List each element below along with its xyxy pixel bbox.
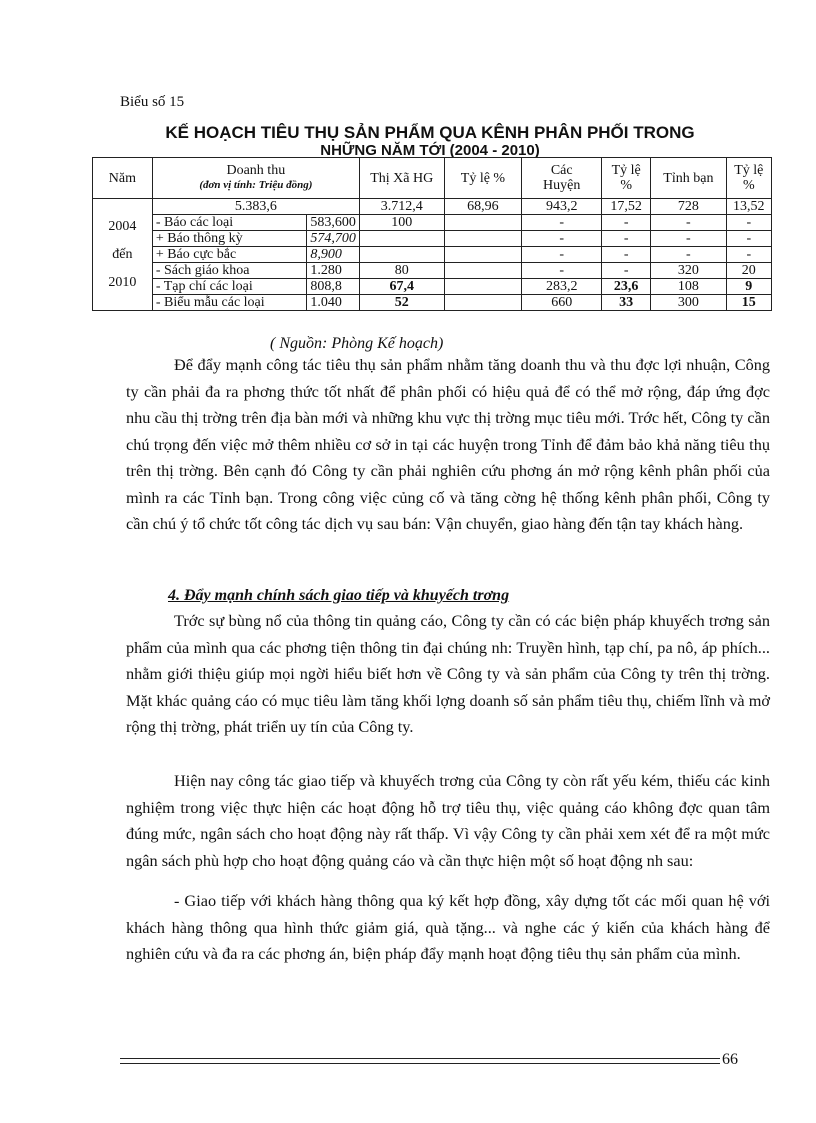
cell-total-revenue: 5.383,6 — [152, 199, 359, 215]
cell-district: - — [522, 231, 602, 247]
cell-item: - Biểu mẫu các loại — [152, 295, 307, 311]
table-label: Biểu số 15 — [120, 94, 185, 110]
cell-revenue: 8,900 — [307, 247, 360, 263]
cell-province: 320 — [651, 263, 726, 279]
cell-province-pct: - — [726, 215, 771, 231]
cell-district: - — [522, 263, 602, 279]
header-town: Thị Xã HG — [359, 158, 444, 199]
cell-town-pct — [444, 215, 522, 231]
cell-district: 660 — [522, 295, 602, 311]
table-row — [93, 279, 772, 295]
paragraph-text: Để đẩy mạnh công tác tiêu thụ sản phẩm nhằm tăng doanh thu và thu đợc lợi nhuận, Công ty cần phải đa ra phơng thức tốt nhất để phân phối có hiệu quả để có thể mở rộng, đáp ứng đợc nhu cầu thị trờng trên địa bàn mới và những khu vực thị trờng mục tiêu mới. Trớc hết, Công ty cần chú trọng đến việc mở thêm nhiều cơ sở in tại các huyện trong Tỉnh để đảm bảo khả năng tiêu thụ trên thị trờng. Bên cạnh đó Công ty cần phải nghiên cứu phơng án mở rộng kênh phân phối của mình ra các Tỉnh bạn. Trong công việc củng cố và tăng cờng hệ thống kênh phân phối, Công ty cần chú ý tổ chức tốt công tác dịch vụ sau bán: Vận chuyển, giao hàng đến tận tay khách hàng. — [126, 355, 770, 533]
cell-district-pct: 23,6 — [602, 279, 651, 295]
header-province-pct-line-2: % — [742, 178, 755, 193]
header-province: Tỉnh bạn — [651, 158, 726, 199]
cell-item: - Báo các loại — [152, 215, 307, 231]
cell-district-pct: - — [602, 247, 651, 263]
cell-item: - Tạp chí các loại — [152, 279, 307, 295]
paragraph-current-state — [126, 768, 770, 874]
cell-district-pct: - — [602, 263, 651, 279]
year-range-cell — [93, 199, 153, 311]
section-heading: 4. Đẩy mạnh chính sách giao tiếp và khuyếch trơng — [168, 587, 510, 604]
sales-plan-table — [92, 157, 772, 311]
table-row — [93, 247, 772, 263]
cell-town-pct — [444, 247, 522, 263]
cell-item: + Báo thông kỳ — [152, 231, 307, 247]
header-district-pct — [602, 158, 651, 199]
year-start: 2004 — [108, 218, 137, 234]
cell-province-pct: 13,52 — [726, 199, 771, 215]
paragraph-promotion — [126, 608, 770, 741]
cell-district: - — [522, 215, 602, 231]
cell-province: 728 — [651, 199, 726, 215]
paragraph-distribution — [126, 352, 770, 538]
cell-district-pct: - — [602, 215, 651, 231]
cell-district-pct: 33 — [602, 295, 651, 311]
cell-town — [359, 247, 444, 263]
cell-province: - — [651, 247, 726, 263]
cell-town-pct — [444, 263, 522, 279]
cell-province: - — [651, 215, 726, 231]
cell-revenue: 808,8 — [307, 279, 360, 295]
cell-district: 943,2 — [522, 199, 602, 215]
cell-town-pct — [444, 295, 522, 311]
header-revenue — [152, 158, 359, 199]
table-row — [93, 295, 772, 311]
header-district-pct-line-1: Tỷ lệ — [611, 163, 641, 178]
paragraph-text: Trớc sự bùng nổ của thông tin quảng cáo, Công ty cần có các biện pháp khuyếch trơng sản phẩm của mình qua các phơng tiện thông tin đại chúng nh: Truyền hình, tạp chí, pa nô, áp phích... nhằm giới thiệu giúp mọi ngời hiểu biết hơn về Công ty và sản phẩm của Công ty trên thị trờng. Mặt khác quảng cáo có mục tiêu làm tăng khối lợng doanh số sản phẩm tiêu thụ, chiếm lĩnh và mở rộng thị trờng, phát triển uy tín của Công ty. — [126, 611, 770, 736]
cell-province-pct: - — [726, 231, 771, 247]
cell-town: 3.712,4 — [359, 199, 444, 215]
header-districts-line-1: Các — [550, 163, 573, 178]
cell-town-pct: 68,96 — [444, 199, 522, 215]
header-province-pct — [726, 158, 771, 199]
cell-province: 108 — [651, 279, 726, 295]
header-districts-line-2: Huyện — [543, 178, 581, 193]
header-town-pct: Tỷ lệ % — [444, 158, 522, 199]
cell-town — [359, 231, 444, 247]
cell-province-pct: 20 — [726, 263, 771, 279]
table-row — [93, 199, 772, 215]
cell-town-pct — [444, 231, 522, 247]
cell-revenue: 574,700 — [307, 231, 360, 247]
cell-district: 283,2 — [522, 279, 602, 295]
cell-province-pct: 15 — [726, 295, 771, 311]
cell-town: 52 — [359, 295, 444, 311]
cell-town: 67,4 — [359, 279, 444, 295]
cell-revenue: 583,600 — [307, 215, 360, 231]
cell-district: - — [522, 247, 602, 263]
cell-province: 300 — [651, 295, 726, 311]
header-revenue-unit: (đơn vị tính: Triệu đồng) — [199, 179, 313, 191]
paragraph-text: Hiện nay công tác giao tiếp và khuyếch trơng của Công ty còn rất yếu kém, thiếu các kinh nghiệm trong việc thực hiện các hoạt động hỗ trợ tiêu thụ, việc quảng cáo không đợc quan tâm đúng mức, ngân sách cho hoạt động này rất thấp. Vì vậy Công ty cần phải xem xét để ra một mức ngân sách phù hợp cho hoạt động quảng cáo và cần thực hiện một số hoạt động nh sau: — [126, 771, 770, 870]
header-year: Năm — [93, 158, 153, 199]
table-row — [93, 215, 772, 231]
cell-item: + Báo cực bắc — [152, 247, 307, 263]
cell-town-pct — [444, 279, 522, 295]
cell-revenue: 1.280 — [307, 263, 360, 279]
cell-revenue: 1.040 — [307, 295, 360, 311]
cell-town: 100 — [359, 215, 444, 231]
header-province-pct-line-1: Tỷ lệ — [734, 163, 764, 178]
table-row — [93, 231, 772, 247]
footer-rule — [120, 1058, 720, 1064]
cell-district-pct: 17,52 — [602, 199, 651, 215]
header-district-pct-line-2: % — [620, 178, 632, 193]
paragraph-text: - Giao tiếp với khách hàng thông qua ký kết hợp đồng, xây dựng tốt các mối quan hệ với khách hàng thông qua hình thức giảm giá, quà tặng... và nghe các ý kiến của khách hàng để nghiên cứu và đa ra các phơng án, biện pháp đẩy mạnh hoạt động tiêu thụ sản phẩm của mình. — [126, 891, 770, 963]
year-end: 2010 — [108, 274, 137, 290]
page-number: 66 — [722, 1051, 738, 1068]
table-row — [93, 263, 772, 279]
table-title-line-2: NHỮNG NĂM TỚI (2004 - 2010) — [320, 142, 540, 159]
year-connector: đến — [112, 246, 133, 262]
paragraph-customer-contact — [126, 888, 770, 968]
table-source: ( Nguồn: Phòng Kế hoạch) — [270, 335, 444, 352]
table-title-line-1: KẾ HOẠCH TIÊU THỤ SẢN PHẨM QUA KÊNH PHÂN PHỐI TRONG — [165, 123, 695, 142]
cell-province-pct: - — [726, 247, 771, 263]
table-header-row — [93, 158, 772, 199]
cell-item: - Sách giáo khoa — [152, 263, 307, 279]
cell-province-pct: 9 — [726, 279, 771, 295]
cell-province: - — [651, 231, 726, 247]
header-revenue-label: Doanh thu — [226, 163, 286, 178]
cell-town: 80 — [359, 263, 444, 279]
cell-district-pct: - — [602, 231, 651, 247]
header-districts — [522, 158, 602, 199]
